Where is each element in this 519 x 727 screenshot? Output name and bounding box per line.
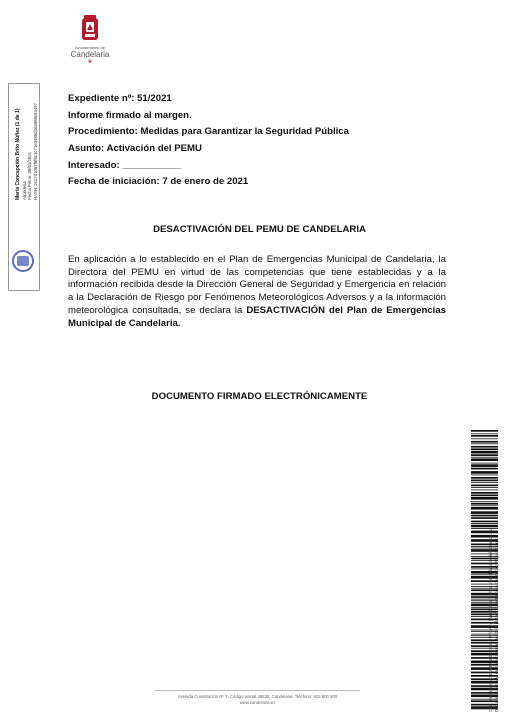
signature-seal-icon — [12, 250, 34, 272]
expediente-line: Expediente nº: 51/2021 — [68, 93, 172, 104]
footer-web-link[interactable]: www.candelaria.es — [239, 700, 276, 705]
body-text: En aplicación a lo establecido en el Plan de Emergencias Municipal de Candelaria, la Directora del PEMU en virtud de las competencias que tiene establecidas y a la información recibida desde la Dirección General de Seguridad y Emergencia en relación a la Declaración de Riesgo por Fenómenos Meteorológicos Adversos y a la información meteorológica consultada, se declara la — [68, 254, 446, 316]
body-bold-text: DESACTIVACIÓN del Plan de Emergencias Municipal de Candelaria. — [68, 304, 446, 329]
validation-line-1: Cód. Validación: A7JAMPA6L2NCGYL2PYCAY4 | Verificación: https://candelaria.sedelectronica.es/ — [488, 528, 493, 712]
document-title: DESACTIVACIÓN DEL PEMU DE CANDELARIA — [153, 224, 366, 235]
municipal-logo — [64, 14, 116, 70]
signature-date: Fecha Firma: 08/01/2021 — [27, 151, 32, 200]
asunto-line: Asunto: Activación del PEMU — [68, 143, 202, 155]
informe-line: Informe firmado al margen. — [68, 109, 192, 121]
procedimiento-line: Procedimiento: Medidas para Garantizar la Seguridad Pública — [68, 126, 349, 138]
logo-name: Candelaria — [70, 50, 110, 59]
footer-address: Avenida Constitución Nº 7, Código postal 38530, Candelaria. Teléfono: 922 500 800 — [177, 694, 338, 699]
interesado-line: Interesado: ___________ — [68, 159, 182, 171]
body-paragraph — [68, 254, 446, 330]
validation-text — [488, 422, 500, 712]
logo-caption: Ayuntamiento de — [75, 45, 105, 50]
signature-text — [16, 0, 42, 200]
fecha-line: Fecha de iniciación: 7 de enero de 2021 — [68, 176, 249, 188]
coat-of-arms-icon — [79, 14, 101, 44]
signer-role: Alcaldesa — [21, 181, 27, 200]
logo-emblem-icon: ❀ — [87, 59, 93, 65]
footer — [120, 694, 395, 706]
signed-notice: DOCUMENTO FIRMADO ELECTRÓNICAMENTE — [151, 391, 368, 402]
document-metadata — [68, 92, 349, 192]
signature-hash: HASH: 2c27d1067f6f8c1c71e3485d4d4668c9a497 — [32, 103, 38, 200]
validation-line-2: Documento firmado electrónicamente desde la plataforma esPublico Gestiona | Página 1 de 1 — [493, 537, 499, 712]
signer-name: María Concepción Brito Núñez (1 de 1) — [15, 108, 21, 200]
footer-divider — [155, 690, 360, 691]
